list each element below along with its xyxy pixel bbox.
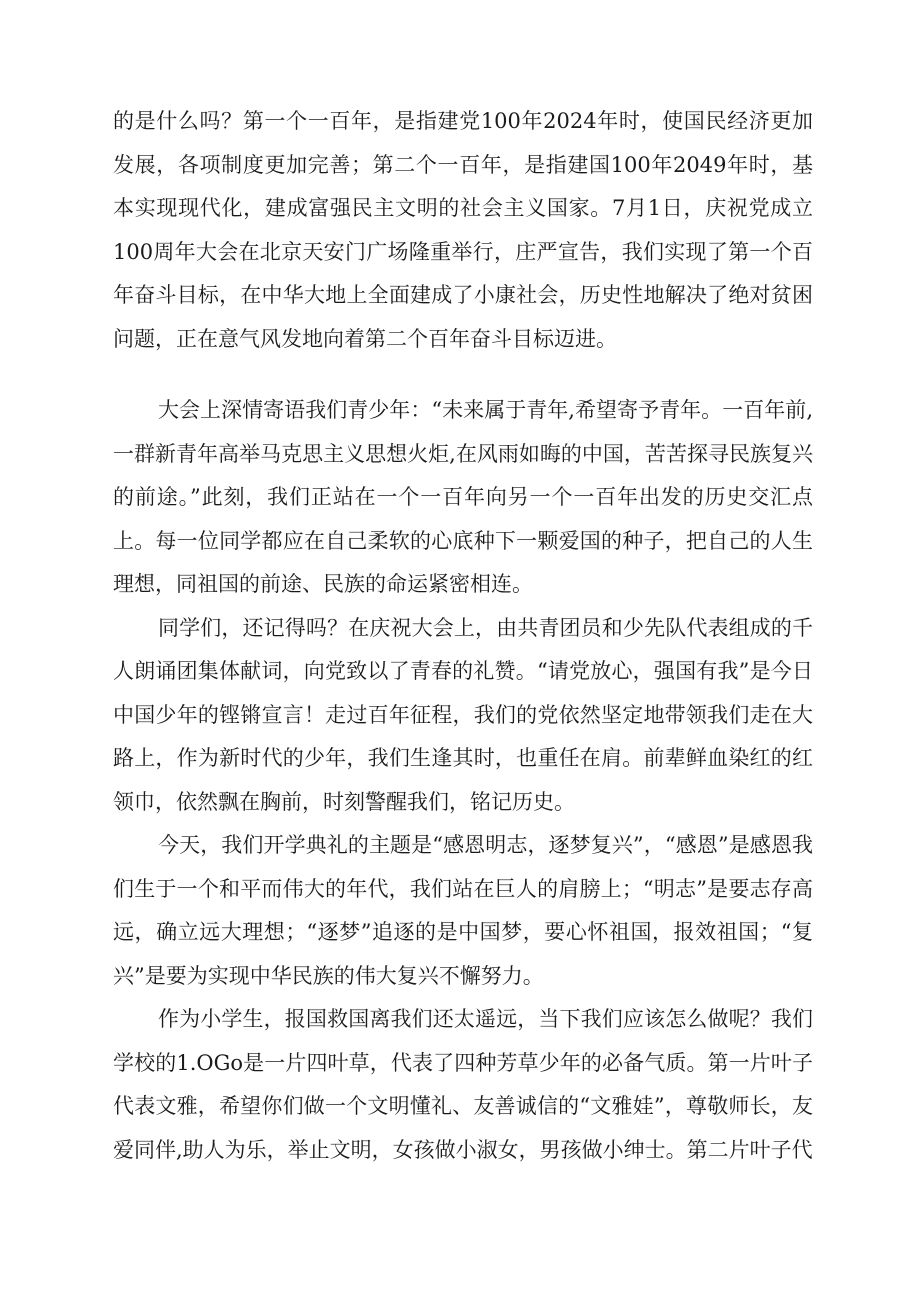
paragraph-4: 今天，我们开学典礼的主题是“感恩明志，逐梦复兴”，“感恩”是感恩我们生于一个和平而伟大的年代，我们站在巨人的肩膀上；“明志”是要志存高远，确立远大理想；“逐梦”追逐的是中国梦，要心怀祖国，报效祖国；“复兴”是要为实现中华民族的伟大复兴不懈努力。 — [113, 833, 813, 988]
paragraph-5: 作为小学生，报国救国离我们还太遥远，当下我们应该怎么做呢？我们学校的1.OGo是一片四叶草，代表了四种芳草少年的必备气质。第一片叶子代表文雅，希望你们做一个文明懂礼、友善诚信的“文雅娃”，尊敬师长，友爱同伴,助人为乐，举止文明，女孩做小淑女，男孩做小绅士。第二片叶子代 — [113, 1007, 813, 1162]
paragraph-3: 同学们，还记得吗？在庆祝大会上，由共青团员和少先队代表组成的千人朗诵团集体献词，向党致以了青春的礼赞。“请党放心，强国有我”是今日中国少年的铿锵宣言！走过百年征程，我们的党依然坚定地带领我们走在大路上，作为新时代的少年，我们生逢其时，也重任在肩。前辈鲜血染红的红领巾，依然飘在胸前，时刻警醒我们，铭记历史。 — [113, 615, 813, 814]
document-body — [113, 100, 813, 1172]
paragraph-1: 的是什么吗？第一个一百年，是指建党100年2024年时，使国民经济更加发展，各项制度更加完善；第二个一百年，是指建国100年2049年时，基本实现现代化，建成富强民主文明的社会主义国家。7月1日，庆祝党成立100周年大会在北京天安门广场隆重举行，庄严宣告，我们实现了第一个百年奋斗目标，在中华大地上全面建成了小康社会，历史性地解决了绝对贫困问题，正在意气风发地向着第二个百年奋斗目标迈进。 — [113, 109, 813, 351]
paragraph-2: 大会上深情寄语我们青少年：“未来属于青年,希望寄予青年。一百年前,一群新青年高举马克思主义思想火炬,在风雨如晦的中国，苦苦探寻民族复兴的前途。”此刻，我们正站在一个一百年向另一个一百年出发的历史交汇点上。每一位同学都应在自己柔软的心底种下一颗爱国的种子，把自己的人生理想，同祖国的前途、民族的命运紧密相连。 — [113, 398, 813, 596]
